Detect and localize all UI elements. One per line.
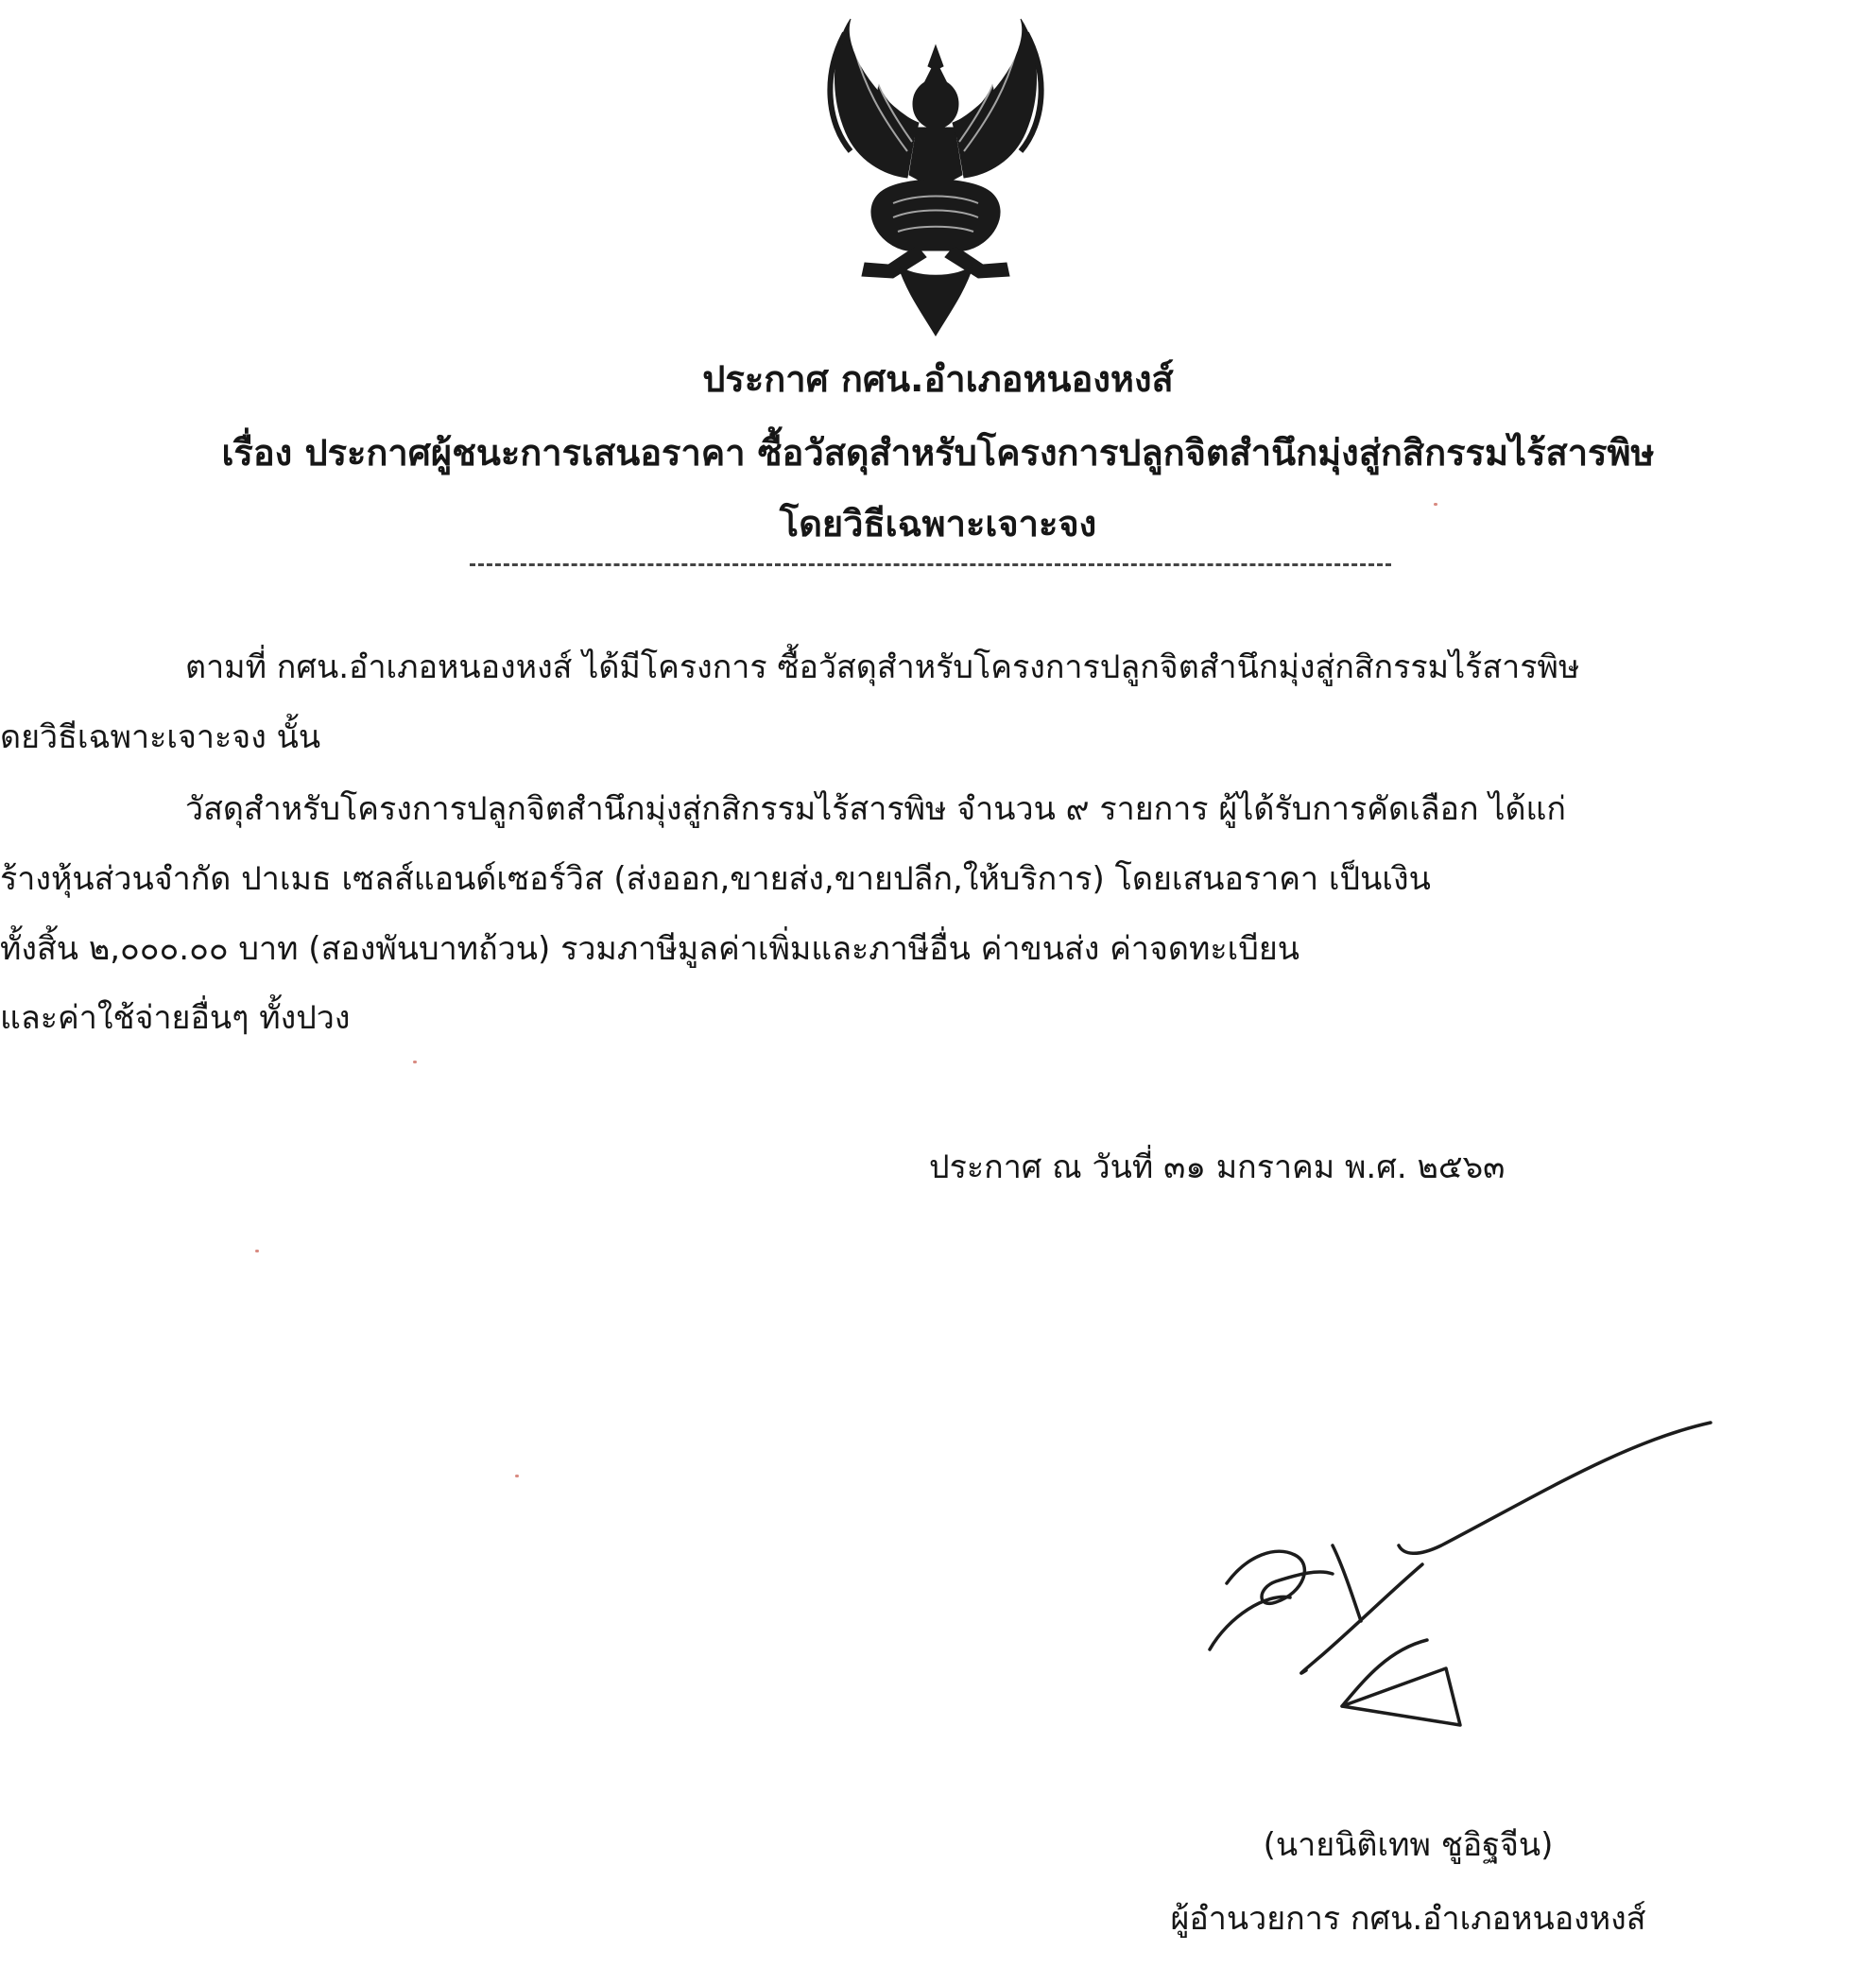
announcement-subject: เรื่อง ประกาศผู้ชนะการเสนอราคา ซื้อวัสดุสำหรับโครงการปลูกจิตสำนึกมุ่งสู่กสิกรรมไร้สารพิษ	[221, 432, 1655, 474]
signer-name: (นายนิติเทพ ชูอิฐจีน)	[1263, 1826, 1554, 1864]
scan-speck	[255, 1250, 259, 1252]
body-line: วัสดุสำหรับโครงการปลูกจิตสำนึกมุ่งสู่กสิกรรมไร้สารพิษ จำนวน ๙ รายการ ผู้ได้รับการคัดเลือก ได้แก่	[185, 790, 1567, 828]
garuda-emblem-icon	[775, 9, 1096, 340]
scan-speck	[515, 1475, 519, 1477]
header-divider	[470, 563, 1391, 566]
signer-position: ผู้อำนวยการ กศน.อำเภอหนองหงส์	[1170, 1900, 1646, 1938]
body-line: ดยวิธีเฉพาะเจาะจง นั้น	[0, 718, 321, 756]
scan-speck	[1434, 503, 1437, 506]
announcement-issuer: ประกาศ กศน.อำเภอหนองหงส์	[702, 358, 1174, 400]
body-line: และค่าใช้จ่ายอื่นๆ ทั้งปวง	[0, 999, 351, 1037]
body-line: ตามที่ กศน.อำเภอหนองหงส์ ได้มีโครงการ ซื้อวัสดุสำหรับโครงการปลูกจิตสำนึกมุ่งสู่กสิกรรมไร้สารพิษ	[185, 648, 1580, 686]
body-line: ทั้งสิ้น ๒,๐๐๐.๐๐ บาท (สองพันบาทถ้วน) รวมภาษีมูลค่าเพิ่มและภาษีอื่น ค่าขนส่ง ค่าจดทะเบียน	[0, 930, 1300, 968]
announcement-date: ประกาศ ณ วันที่ ๓๑ มกราคม พ.ศ. ๒๕๖๓	[929, 1148, 1506, 1186]
procurement-method: โดยวิธีเฉพาะเจาะจง	[779, 503, 1097, 544]
handwritten-signature	[1200, 1413, 1730, 1739]
body-line: ร้างหุ้นส่วนจำกัด ปาเมธ เซลส์แอนด์เซอร์วิส (ส่งออก,ขายส่ง,ขายปลีก,ให้บริการ) โดยเสนอราคา เป็นเงิน	[0, 860, 1431, 898]
scan-speck	[413, 1061, 417, 1063]
